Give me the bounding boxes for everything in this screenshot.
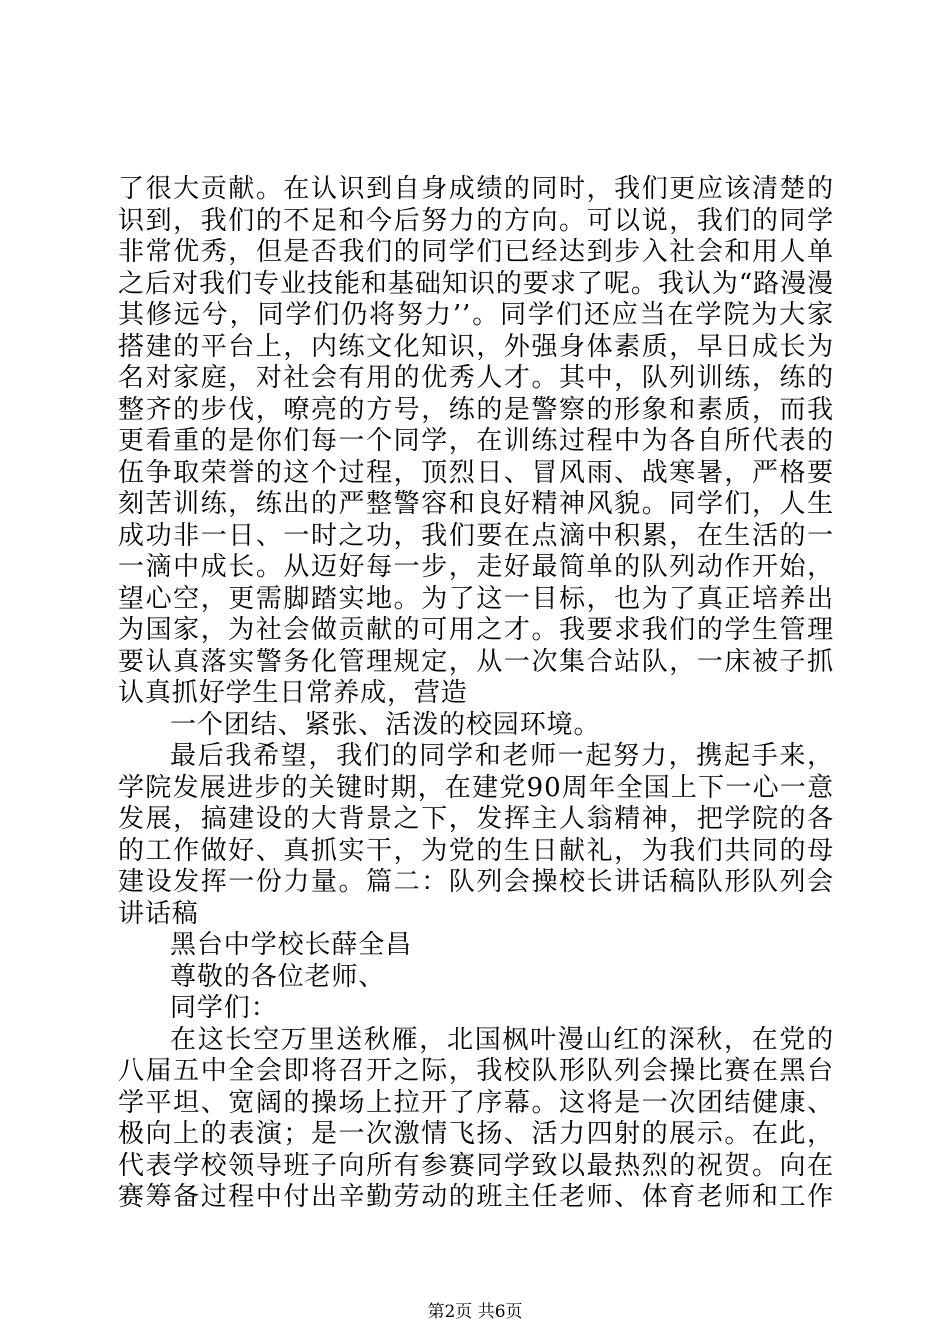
text-line: 一个团结、紧张、活泼的校园环境。 bbox=[170, 709, 601, 740]
text-line: 建设发挥一份力量。篇二：队列会操校长讲话稿队形队列会 bbox=[118, 867, 834, 897]
text-line: 发展，搞建设的大背景之下，发挥主人翁精神，把学院的各 bbox=[118, 804, 834, 834]
text-line: 为国家，为社会做贡献的可用之才。我要求我们的学生管理 bbox=[118, 615, 834, 645]
text-line: 更看重的是你们每一个同学，在训练过程中为各自所代表的 bbox=[118, 426, 834, 456]
text-line: 在这长空万里送秋雁，北国枫叶漫山红的深秋，在党的 bbox=[170, 1024, 834, 1055]
text-line: 认真抓好学生日常养成，营造 bbox=[118, 678, 468, 708]
text-line: 黑台中学校长薛全昌 bbox=[170, 930, 413, 960]
text-line: 其修远兮，同学们仍将努力’’。同学们还应当在学院为大家 bbox=[118, 300, 834, 330]
document-body bbox=[118, 174, 834, 1214]
text-line: 要认真落实警务化管理规定，从一次集合站队，一床被子抓 bbox=[118, 646, 834, 677]
text-line: 非常优秀，但是否我们的同学们已经达到步入社会和用人单 bbox=[118, 237, 834, 267]
text-line: 搭建的平台上，内练文化知识，外强身体素质，早日成长为 bbox=[118, 331, 834, 362]
text-line: 望心空，更需脚踏实地。为了这一目标，也为了真正培养出 bbox=[118, 583, 834, 614]
text-line: 同学们： bbox=[170, 993, 278, 1023]
text-line: 讲话稿 bbox=[118, 898, 199, 929]
text-line: 伍争取荣誉的这个过程，顶烈日、冒风雨、战寒暑，严格要 bbox=[118, 457, 834, 488]
text-line: 识到，我们的不足和今后努力的方向。可以说，我们的同学 bbox=[118, 205, 834, 236]
text-line: 之后对我们专业技能和基础知识的要求了呢。我认为“路漫漫 bbox=[118, 268, 834, 299]
text-line: 八届五中全会即将召开之际，我校队形队列会操比赛在黑台 bbox=[118, 1056, 834, 1086]
text-line: 整齐的步伐，嘹亮的方号，练的是警察的形象和素质，而我 bbox=[118, 394, 834, 425]
text-line: 刻苦训练，练出的严整警容和良好精神风貌。同学们，人生 bbox=[118, 489, 834, 519]
text-line: 赛筹备过程中付出辛勤劳动的班主任老师、体育老师和工作 bbox=[118, 1182, 834, 1212]
text-line: 极向上的表演；是一次激情飞扬、活力四射的展示。在此， bbox=[118, 1119, 834, 1149]
text-line: 一滴中成长。从迈好每一步，走好最简单的队列动作开始， bbox=[118, 552, 834, 582]
text-line: 尊敬的各位老师、 bbox=[170, 961, 386, 992]
text-line: 学院发展进步的关键时期，在建党90周年全国上下一心一意 bbox=[118, 772, 834, 803]
text-line: 名对家庭，对社会有用的优秀人才。其中，队列训练，练的 bbox=[118, 363, 834, 393]
text-line: 成功非一日、一时之功，我们要在点滴中积累，在生活的一 bbox=[118, 520, 834, 551]
text-line: 了很大贡献。在认识到自身成绩的同时，我们更应该清楚的 bbox=[118, 174, 834, 204]
text-line: 学平坦、宽阔的操场上拉开了序幕。这将是一次团结健康、 bbox=[118, 1087, 834, 1118]
text-line: 代表学校领导班子向所有参赛同学致以最热烈的祝贺。向在 bbox=[118, 1150, 834, 1181]
text-line: 的工作做好、真抓实干，为党的生日献礼，为我们共同的母 bbox=[118, 835, 834, 866]
text-line: 最后我希望，我们的同学和老师一起努力，携起手来， bbox=[170, 741, 834, 771]
page-footer: 第2页 共6页 bbox=[427, 1302, 523, 1322]
